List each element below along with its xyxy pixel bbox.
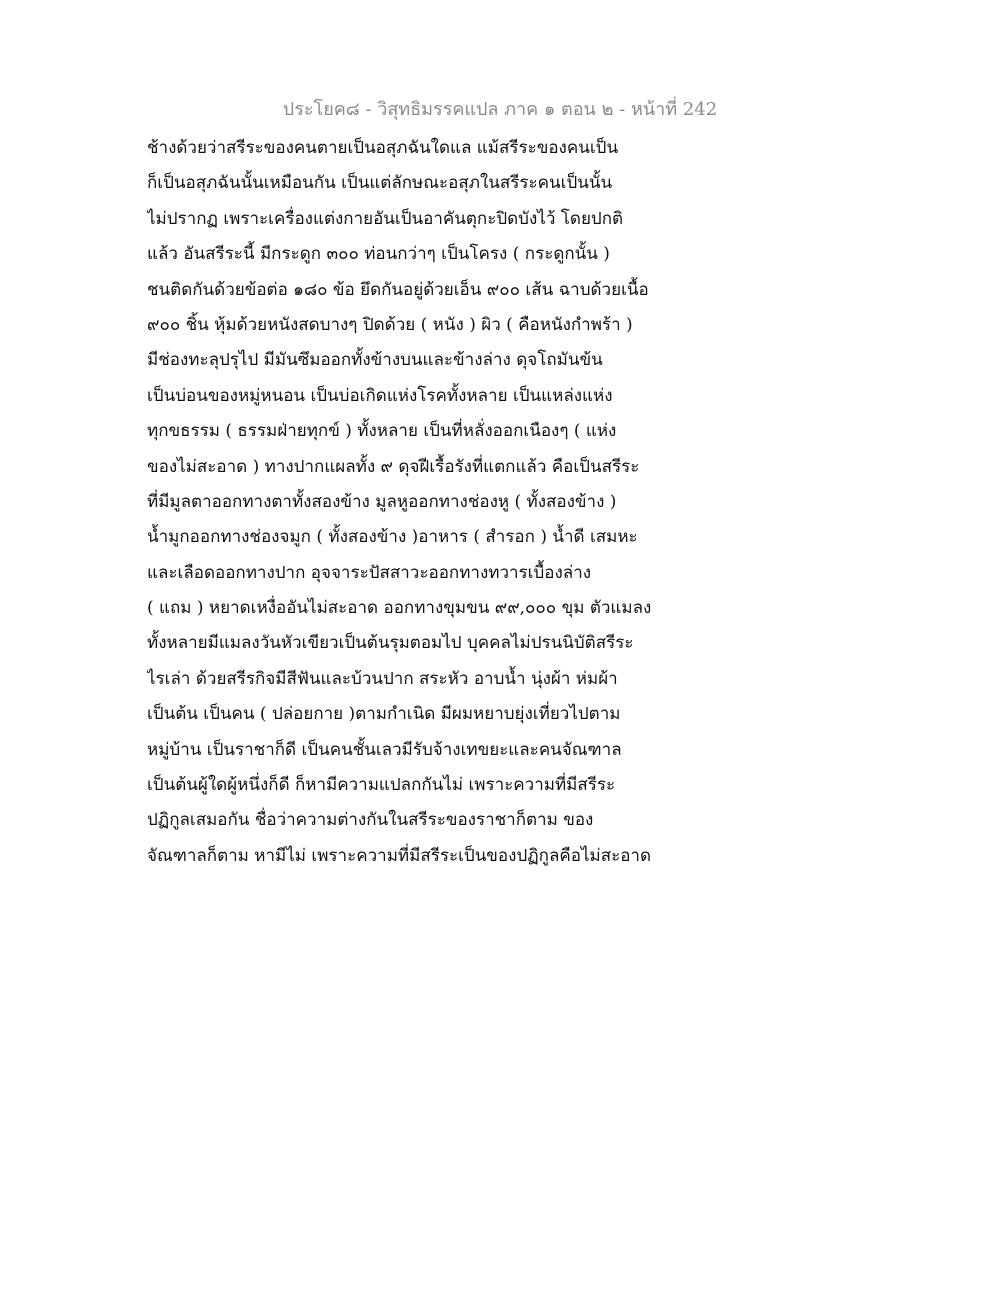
text-line-12: น้ำมูกออกทางช่องจมูก ( ทั้งสองข้าง )อาหาร ( สำรอก ) น้ำดี เสมหะ: [147, 527, 638, 548]
text-line-2: ก็เป็นอสุภฉันนั้นเหมือนกัน เป็นแต่ลักษณะอสุภในสรีระคนเป็นนั้น: [147, 173, 613, 194]
text-line-17: เป็นต้น เป็นคน ( ปล่อยกาย )ตามกำเนิด มีผมหยาบยุ่งเที่ยวไปตาม: [147, 704, 621, 725]
text-line-18: หมู่บ้าน เป็นราชาก็ดี เป็นคนชั้นเลวมีรับจ้างเทขยะและคนจัณฑาล: [147, 739, 622, 760]
body-text: [147, 131, 867, 874]
text-line-16: ไรเล่า ด้วยสรีรกิจมีสีฟันและบ้วนปาก สระหัว อาบน้ำ นุ่งผ้า ห่มผ้า: [147, 668, 618, 689]
text-line-15: ทั้งหลายมีแมลงวันหัวเขียวเป็นต้นรุมตอมไป บุคคลไม่ปรนนิบัติสรีระ: [147, 633, 634, 654]
text-line-4: แล้ว อันสรีระนี้ มีกระดูก ๓๐๐ ท่อนกว่าๆ เป็นโครง ( กระดูกนั้น ): [147, 244, 610, 265]
text-line-7: มีช่องทะลุปรุไป มีมันซึมออกทั้งข้างบนและข้างล่าง ดุจโถมันข้น: [147, 350, 603, 371]
text-line-5: ชนติดกันด้วยข้อต่อ ๑๘๐ ข้อ ยึดกันอยู่ด้วยเอ็น ๙๐๐ เส้น ฉาบด้วยเนื้อ: [147, 279, 649, 300]
text-line-9: ทุกขธรรม ( ธรรมฝ่ายทุกข์ ) ทั้งหลาย เป็นที่หลั่งออกเนืองๆ ( แห่ง: [147, 421, 617, 442]
text-line-13: และเลือดออกทางปาก อุจจาระปัสสาวะออกทางทวารเบื้องล่าง: [147, 562, 592, 583]
text-line-3: ไม่ปรากฏ เพราะเครื่องแต่งกายอันเป็นอาคันตุกะปิดบังไว้ โดยปกติ: [147, 208, 624, 229]
text-line-14: ( แถม ) หยาดเหงื่ออันไม่สะอาด ออกทางขุมขน ๙๙,๐๐๐ ขุม ตัวแมลง: [147, 598, 652, 619]
text-line-1: ช้างด้วยว่าสรีระของคนตายเป็นอสุภฉันใดแล แม้สรีระของคนเป็น: [147, 138, 619, 158]
page-header: ประโยค๘ - วิสุทธิมรรคแปล ภาค ๑ ตอน ๒ - หน้าที่ 242: [282, 99, 718, 120]
text-line-8: เป็นบ่อนของหมู่หนอน เป็นบ่อเกิดแห่งโรคทั้งหลาย เป็นแหล่งแห่ง: [147, 385, 613, 406]
text-line-10: ของไม่สะอาด ) ทางปากแผลทั้ง ๙ ดุจฝีเรื้อรังที่แตกแล้ว คือเป็นสรีระ: [147, 456, 640, 477]
text-line-19: เป็นต้นผู้ใดผู้หนึ่งก็ดี ก็หามีความแปลกกันไม่ เพราะความที่มีสรีระ: [147, 775, 616, 796]
text-line-6: ๙๐๐ ชิ้น หุ้มด้วยหนังสดบางๆ ปิดด้วย ( หนัง ) ผิว ( คือหนังกำพร้า ): [147, 314, 633, 335]
text-line-11: ที่มีมูลตาออกทางตาทั้งสองข้าง มูลหูออกทางช่องหู ( ทั้งสองข้าง ): [147, 491, 617, 512]
text-line-20: ปฏิกูลเสมอกัน ชื่อว่าความต่างกันในสรีระของราชาก็ตาม ของ: [147, 810, 594, 831]
text-line-21: จัณฑาลก็ตาม หามีไม่ เพราะความที่มีสรีระเป็นของปฏิกูลคือไม่สะอาด: [147, 845, 651, 866]
